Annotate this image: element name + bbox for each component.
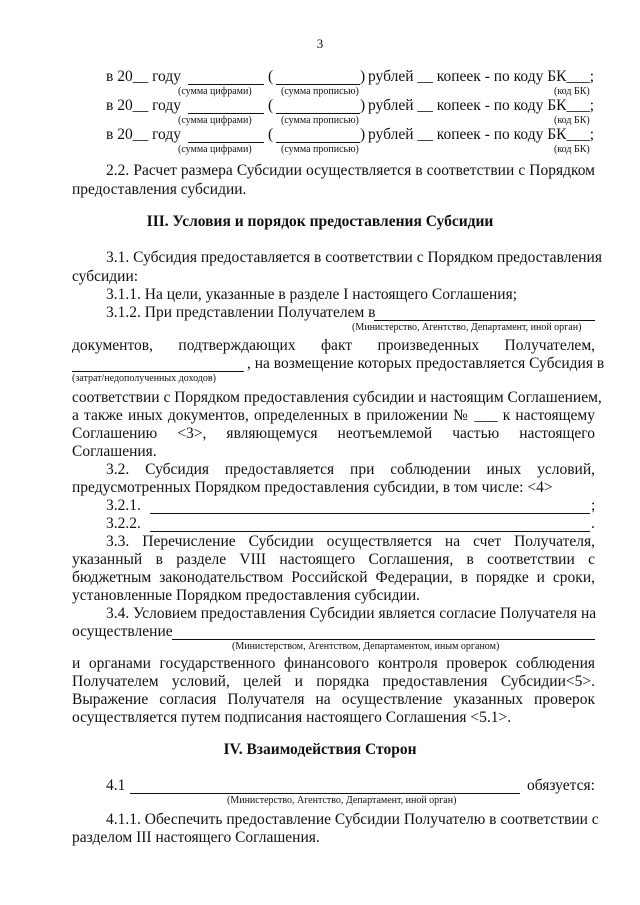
item-end: ; <box>591 497 596 514</box>
condition-blank <box>150 513 590 514</box>
item-label: 3.2.2. <box>106 515 141 532</box>
paragraph-line: Получателем условий, целей и порядка предоставления Субсидии<5>. <box>72 673 595 690</box>
bracket-close: ) <box>360 97 366 114</box>
paragraph-line: 3.2. Субсидия предоставляется при соблюдении иных условий, <box>106 461 595 478</box>
year-prefix: в 20__ году <box>106 68 181 85</box>
paragraph-line: а также иных документов, определенных в приложении № ___ к настоящему <box>72 407 595 424</box>
sub-words: (сумма прописью) <box>281 86 359 97</box>
paragraph-line: 3.3. Перечисление Субсидии осуществляется на счет Получателя, <box>106 533 595 550</box>
paragraph-line: установленные Порядком предоставления субсидии. <box>72 587 421 604</box>
paragraph-line: осуществляется путем подписания настоящего Соглашения <5.1>. <box>72 709 512 726</box>
paragraph-line: 3.4. Условием предоставления Субсидии является согласие Получателя на <box>106 605 597 622</box>
sub-digits: (сумма цифрами) <box>178 144 252 155</box>
field-caption: (Министерство, Агентство, Департамент, иной орган) <box>227 795 457 806</box>
paragraph-line: осуществление <box>72 623 173 640</box>
amount-digits-blank <box>188 142 264 143</box>
amount-digits-blank <box>188 113 264 114</box>
page-number: 3 <box>316 36 324 51</box>
paragraph-line: 4.1 <box>106 777 126 794</box>
year-prefix: в 20__ году <box>106 126 181 143</box>
bracket-close: ) <box>360 126 366 143</box>
sub-code: (код БК) <box>554 86 590 97</box>
bracket-close: ) <box>360 68 366 85</box>
bracket-open: ( <box>268 97 274 114</box>
field-caption: (Министерством, Агентством, Департаментом, иным органом) <box>232 641 500 652</box>
paragraph-line: предусмотренных Порядком предоставления субсидии, в том числе: <4> <box>72 479 553 496</box>
paragraph-line: субсидии: <box>72 268 139 285</box>
section-heading: IV. Взаимодействия Сторон <box>223 741 417 758</box>
year-prefix: в 20__ году <box>106 97 181 114</box>
paragraph-line: документов, подтверждающих факт произведенных Получателем, <box>72 337 595 354</box>
condition-blank <box>150 531 590 532</box>
bracket-open: ( <box>268 126 274 143</box>
paragraph-line: 3.1.2. При представлении Получателем в <box>106 304 376 321</box>
organ-blank <box>172 639 595 640</box>
section-heading: III. Условия и порядок предоставления Субсидии <box>146 213 494 230</box>
paragraph-line: разделом III настоящего Соглашения. <box>72 829 320 846</box>
paragraph-line: Соглашению <3>, являющемуся неотъемлемой частью настоящего <box>72 425 595 442</box>
paragraph-line: , на возмещение которых предоставляется Субсидия в <box>247 355 605 372</box>
paragraph-line: бюджетным законодательством Российской Федерации, в порядке и сроки, <box>72 569 595 586</box>
paragraph-line: и органами государственного финансового контроля проверок соблюдения <box>72 655 595 672</box>
paragraph-line: 2.2. Расчет размера Субсидии осуществляется в соответствии с Порядком <box>106 162 595 179</box>
organ-blank <box>374 320 595 321</box>
sub-digits: (сумма цифрами) <box>178 86 252 97</box>
field-caption: (затрат/недополученных доходов) <box>72 373 216 384</box>
paragraph-line: 3.1. Субсидия предоставляется в соответствии с Порядком предоставления <box>106 249 602 266</box>
paragraph-line: Соглашения. <box>72 443 157 460</box>
sub-code: (код БК) <box>554 115 590 126</box>
paragraph-line: соответствии с Порядком предоставления субсидии и настоящим Соглашением, <box>72 389 602 406</box>
year-suffix: рублей __ копеек - по коду БК___; <box>368 68 595 85</box>
paragraph-line: 3.1.1. На цели, указанные в разделе I настоящего Соглашения; <box>106 286 518 303</box>
paragraph-line: предоставления субсидии. <box>72 181 247 198</box>
sub-words: (сумма прописью) <box>281 144 359 155</box>
paragraph-line: обязуется: <box>527 777 595 794</box>
amount-words-blank <box>276 113 360 114</box>
amount-words-blank <box>276 84 360 85</box>
item-end: . <box>591 515 595 532</box>
amount-words-blank <box>276 142 360 143</box>
year-suffix: рублей __ копеек - по коду БК___; <box>368 126 595 143</box>
paragraph-line: указанный в разделе VIII настоящего Соглашения, в соответствии с <box>72 551 595 568</box>
sub-digits: (сумма цифрами) <box>178 115 252 126</box>
amount-digits-blank <box>188 84 264 85</box>
field-caption: (Министерство, Агентство, Департамент, иной орган) <box>352 322 582 333</box>
sub-words: (сумма прописью) <box>281 115 359 126</box>
paragraph-line: 4.1.1. Обеспечить предоставление Субсидии Получателю в соответствии с <box>106 811 599 828</box>
item-label: 3.2.1. <box>106 497 141 514</box>
year-suffix: рублей __ копеек - по коду БК___; <box>368 97 595 114</box>
paragraph-line: Выражение согласия Получателя на осуществление указанных проверок <box>72 691 595 708</box>
organ-blank <box>130 793 520 794</box>
sub-code: (код БК) <box>554 144 590 155</box>
costs-blank <box>72 371 244 372</box>
bracket-open: ( <box>268 68 274 85</box>
